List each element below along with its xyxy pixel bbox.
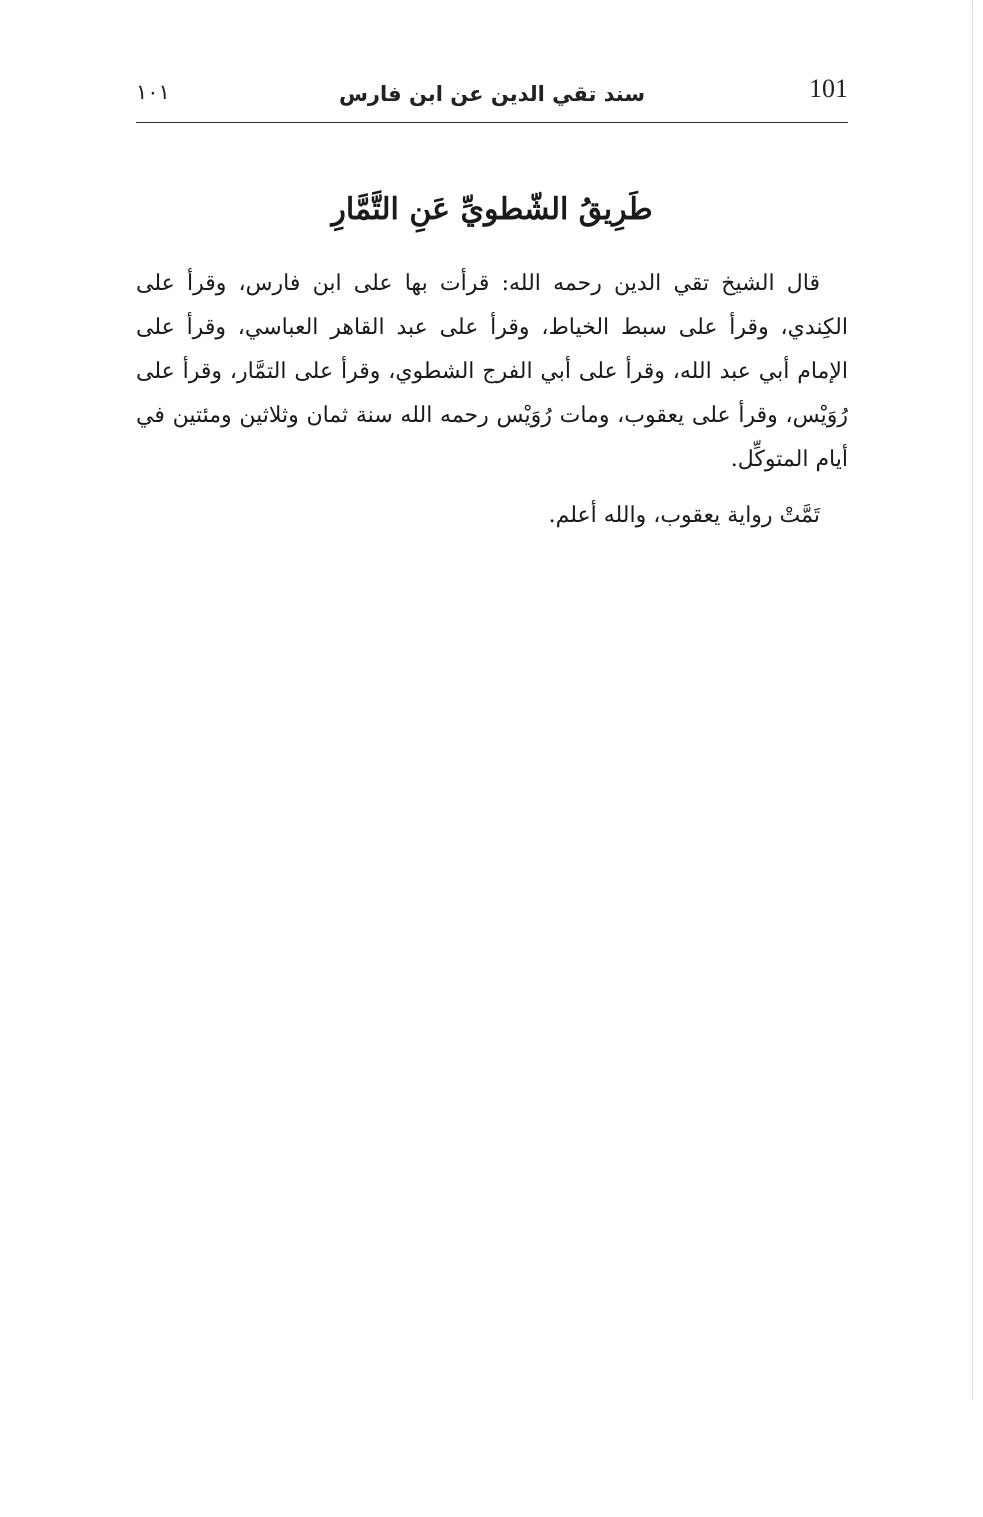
header-divider: [136, 122, 848, 123]
section-title: طَرِيقُ الشّطويِّ عَنِ التَّمَّارِ: [331, 192, 653, 227]
running-title: سند تقي الدين عن ابن فارس: [338, 82, 646, 106]
closing-line: تَمَّتْ رواية يعقوب، والله أعلم.: [548, 503, 820, 528]
page-number-arabic: ١٠١: [136, 80, 170, 104]
scan-edge-line: [972, 0, 973, 1400]
body-paragraph: قال الشيخ تقي الدين رحمه الله: قرأت بها على ابن فارس، وقرأ على الكِندي، وقرأ على سبط الخياط، وقرأ على عبد القاهر العباسي، وقرأ على الإمام أبي عبد الله، وقرأ على أبي الفرج الشطوي، وقرأ على التمَّار، وقرأ على رُوَيْس، وقرأ على يعقوب، ومات رُوَيْس رحمه الله سنة ثمان وثلاثين ومئتين في أيام المتوكِّل.: [136, 271, 848, 472]
page-number-latin: 101: [809, 74, 848, 103]
page-header: [136, 70, 848, 122]
